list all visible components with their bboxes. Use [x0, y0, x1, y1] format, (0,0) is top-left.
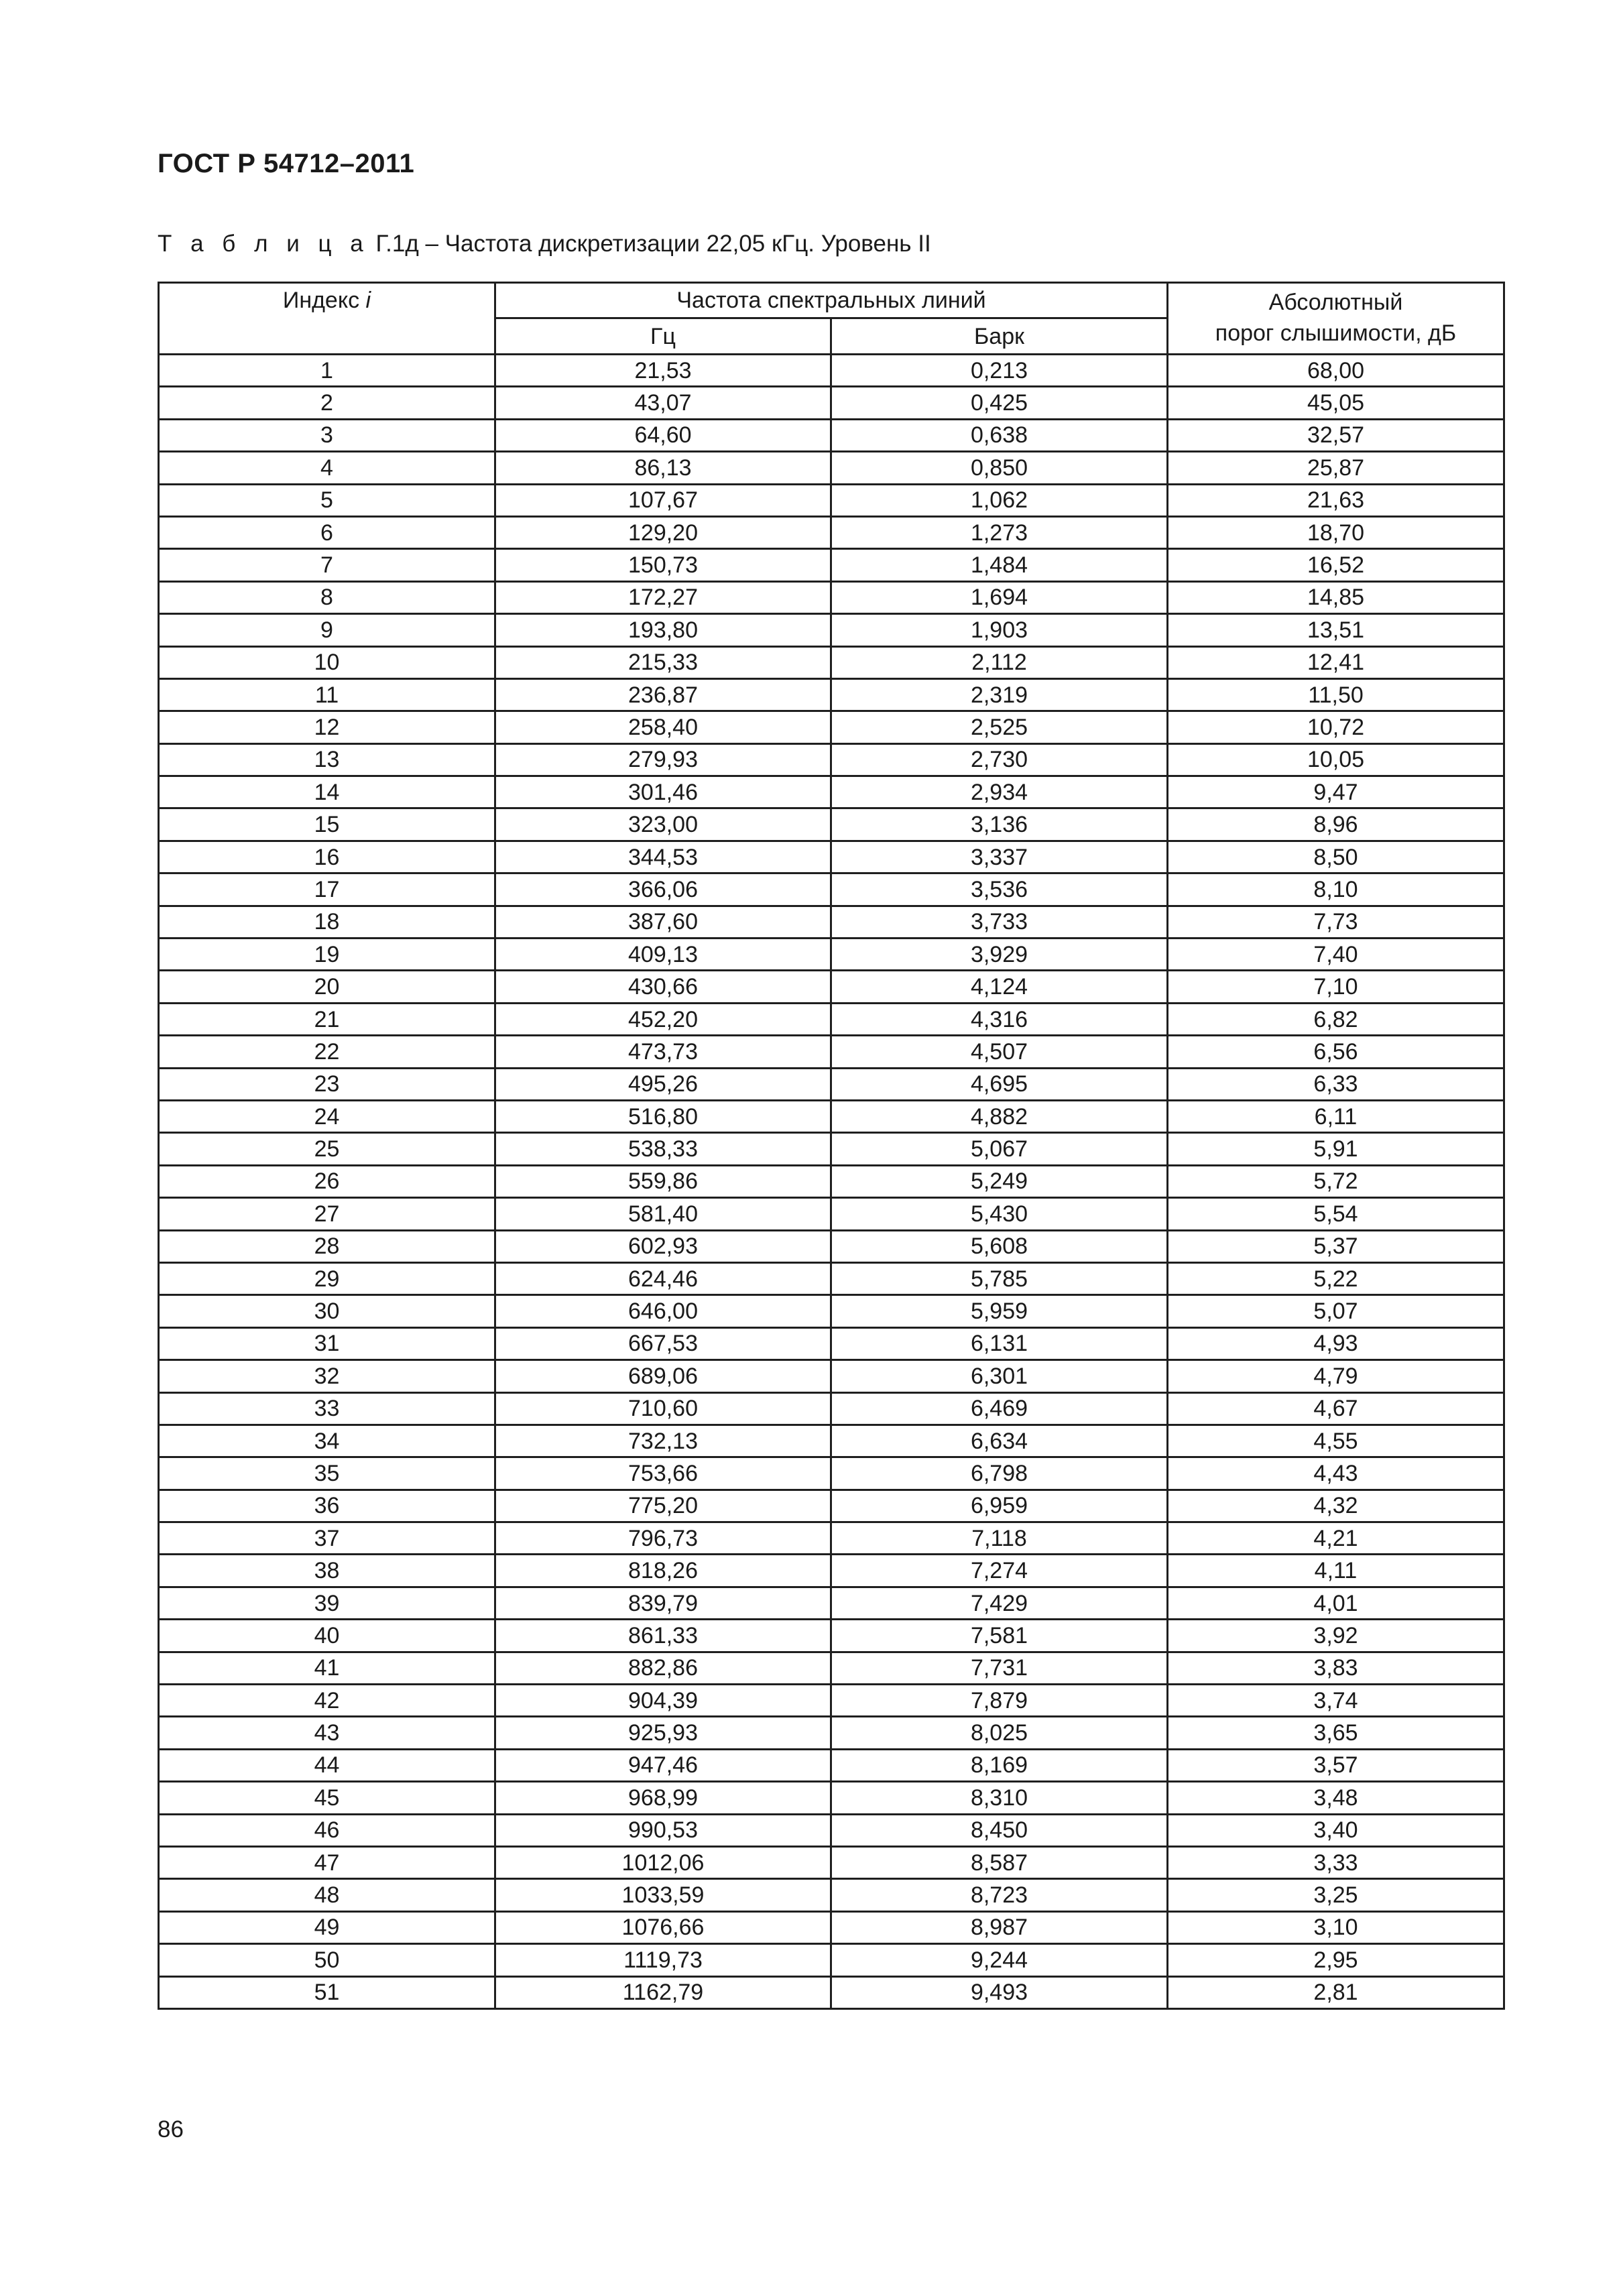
- cell-threshold: 3,48: [1168, 1782, 1504, 1814]
- cell-index: 3: [159, 419, 495, 451]
- cell-bark: 9,493: [831, 1976, 1168, 2008]
- cell-threshold: 4,67: [1168, 1392, 1504, 1425]
- table-row: [159, 1976, 1504, 2008]
- cell-bark: 7,581: [831, 1620, 1168, 1652]
- header-index-var: i: [365, 288, 371, 313]
- header-frequency-group: Частота спектральных линий: [495, 283, 1168, 318]
- cell-bark: 8,450: [831, 1814, 1168, 1846]
- cell-bark: 5,430: [831, 1198, 1168, 1230]
- cell-index: 10: [159, 646, 495, 678]
- cell-index: 42: [159, 1685, 495, 1717]
- cell-bark: 6,301: [831, 1360, 1168, 1392]
- cell-bark: 1,903: [831, 614, 1168, 646]
- cell-threshold: 6,11: [1168, 1100, 1504, 1132]
- cell-bark: 2,319: [831, 678, 1168, 711]
- cell-index: 1: [159, 355, 495, 387]
- cell-index: 48: [159, 1879, 495, 1911]
- cell-hz: 215,33: [495, 646, 831, 678]
- cell-index: 33: [159, 1392, 495, 1425]
- table-row: [159, 1490, 1504, 1522]
- cell-bark: 2,730: [831, 743, 1168, 776]
- cell-hz: 430,66: [495, 971, 831, 1003]
- cell-hz: 452,20: [495, 1003, 831, 1035]
- cell-hz: 796,73: [495, 1522, 831, 1555]
- cell-hz: 193,80: [495, 614, 831, 646]
- table-row: [159, 1944, 1504, 1976]
- caption-text: Г.1д – Частота дискретизации 22,05 кГц. Уровень II: [375, 231, 931, 257]
- cell-hz: 559,86: [495, 1165, 831, 1197]
- cell-threshold: 5,07: [1168, 1295, 1504, 1327]
- cell-bark: 6,798: [831, 1457, 1168, 1490]
- spectral-lines-table: [158, 282, 1505, 2010]
- cell-bark: 5,608: [831, 1230, 1168, 1262]
- cell-threshold: 4,32: [1168, 1490, 1504, 1522]
- cell-hz: 279,93: [495, 743, 831, 776]
- cell-hz: 818,26: [495, 1555, 831, 1587]
- cell-threshold: 68,00: [1168, 355, 1504, 387]
- cell-hz: 366,06: [495, 873, 831, 906]
- cell-hz: 882,86: [495, 1652, 831, 1684]
- cell-bark: 2,934: [831, 776, 1168, 808]
- cell-index: 38: [159, 1555, 495, 1587]
- cell-bark: 6,469: [831, 1392, 1168, 1425]
- table-row: [159, 1457, 1504, 1490]
- table-row: [159, 1295, 1504, 1327]
- cell-index: 14: [159, 776, 495, 808]
- table-row: [159, 1068, 1504, 1100]
- table-row: [159, 711, 1504, 743]
- table-row: [159, 678, 1504, 711]
- cell-index: 24: [159, 1100, 495, 1132]
- cell-index: 23: [159, 1068, 495, 1100]
- cell-index: 22: [159, 1036, 495, 1068]
- cell-bark: 5,249: [831, 1165, 1168, 1197]
- table-caption: [158, 231, 931, 257]
- cell-index: 4: [159, 452, 495, 484]
- cell-bark: 4,882: [831, 1100, 1168, 1132]
- table-row: [159, 1100, 1504, 1132]
- cell-index: 18: [159, 906, 495, 938]
- cell-hz: 64,60: [495, 419, 831, 451]
- cell-threshold: 3,40: [1168, 1814, 1504, 1846]
- cell-index: 49: [159, 1911, 495, 1943]
- table-row: [159, 1587, 1504, 1619]
- cell-index: 36: [159, 1490, 495, 1522]
- cell-hz: 581,40: [495, 1198, 831, 1230]
- cell-threshold: 4,21: [1168, 1522, 1504, 1555]
- cell-hz: 516,80: [495, 1100, 831, 1132]
- cell-threshold: 3,25: [1168, 1879, 1504, 1911]
- cell-bark: 8,169: [831, 1749, 1168, 1781]
- cell-index: 7: [159, 549, 495, 581]
- table-row: [159, 1360, 1504, 1392]
- cell-hz: 387,60: [495, 906, 831, 938]
- cell-hz: 236,87: [495, 678, 831, 711]
- table-row: [159, 939, 1504, 971]
- cell-threshold: 10,72: [1168, 711, 1504, 743]
- cell-threshold: 21,63: [1168, 484, 1504, 516]
- cell-bark: 0,425: [831, 387, 1168, 419]
- cell-hz: 1119,73: [495, 1944, 831, 1976]
- cell-index: 26: [159, 1165, 495, 1197]
- table-row: [159, 1522, 1504, 1555]
- cell-hz: 990,53: [495, 1814, 831, 1846]
- header-index: [159, 283, 495, 355]
- cell-threshold: 4,11: [1168, 1555, 1504, 1587]
- cell-threshold: 5,37: [1168, 1230, 1504, 1262]
- cell-threshold: 9,47: [1168, 776, 1504, 808]
- cell-hz: 968,99: [495, 1782, 831, 1814]
- cell-bark: 4,316: [831, 1003, 1168, 1035]
- cell-index: 15: [159, 808, 495, 841]
- cell-bark: 4,124: [831, 971, 1168, 1003]
- cell-hz: 150,73: [495, 549, 831, 581]
- table-row: [159, 873, 1504, 906]
- cell-threshold: 2,81: [1168, 1976, 1504, 2008]
- cell-index: 13: [159, 743, 495, 776]
- cell-hz: 1033,59: [495, 1879, 831, 1911]
- table-row: [159, 1392, 1504, 1425]
- table-row: [159, 743, 1504, 776]
- cell-bark: 8,987: [831, 1911, 1168, 1943]
- cell-hz: 344,53: [495, 841, 831, 873]
- table-body: [159, 355, 1504, 2009]
- table-row: [159, 1262, 1504, 1294]
- cell-hz: 172,27: [495, 581, 831, 613]
- cell-index: 51: [159, 1976, 495, 2008]
- cell-bark: 3,136: [831, 808, 1168, 841]
- header-threshold-line2: порог слышимости, дБ: [1215, 320, 1457, 346]
- cell-threshold: 14,85: [1168, 581, 1504, 613]
- cell-bark: 9,244: [831, 1944, 1168, 1976]
- cell-threshold: 6,33: [1168, 1068, 1504, 1100]
- cell-threshold: 4,79: [1168, 1360, 1504, 1392]
- cell-hz: 301,46: [495, 776, 831, 808]
- cell-bark: 8,025: [831, 1717, 1168, 1749]
- cell-bark: 3,536: [831, 873, 1168, 906]
- cell-index: 2: [159, 387, 495, 419]
- cell-threshold: 6,82: [1168, 1003, 1504, 1035]
- cell-index: 50: [159, 1944, 495, 1976]
- cell-threshold: 5,72: [1168, 1165, 1504, 1197]
- cell-threshold: 4,01: [1168, 1587, 1504, 1619]
- cell-threshold: 5,91: [1168, 1133, 1504, 1165]
- cell-hz: 904,39: [495, 1685, 831, 1717]
- cell-bark: 8,310: [831, 1782, 1168, 1814]
- header-threshold: [1168, 283, 1504, 355]
- cell-hz: 107,67: [495, 484, 831, 516]
- cell-hz: 710,60: [495, 1392, 831, 1425]
- cell-bark: 3,337: [831, 841, 1168, 873]
- cell-bark: 6,959: [831, 1490, 1168, 1522]
- cell-threshold: 4,43: [1168, 1457, 1504, 1490]
- cell-index: 44: [159, 1749, 495, 1781]
- cell-bark: 7,731: [831, 1652, 1168, 1684]
- cell-hz: 667,53: [495, 1327, 831, 1360]
- table-row: [159, 452, 1504, 484]
- cell-hz: 43,07: [495, 387, 831, 419]
- cell-threshold: 3,92: [1168, 1620, 1504, 1652]
- document-header: ГОСТ Р 54712–2011: [158, 149, 415, 178]
- table-row: [159, 1230, 1504, 1262]
- table-row: [159, 614, 1504, 646]
- cell-bark: 2,112: [831, 646, 1168, 678]
- cell-bark: 4,695: [831, 1068, 1168, 1100]
- cell-threshold: 3,33: [1168, 1846, 1504, 1878]
- cell-index: 34: [159, 1425, 495, 1457]
- cell-threshold: 3,83: [1168, 1652, 1504, 1684]
- cell-threshold: 3,65: [1168, 1717, 1504, 1749]
- cell-index: 6: [159, 516, 495, 548]
- cell-index: 20: [159, 971, 495, 1003]
- cell-hz: 925,93: [495, 1717, 831, 1749]
- table-row: [159, 1133, 1504, 1165]
- caption-prefix: Т а б л и ц а: [158, 231, 369, 257]
- table-row: [159, 646, 1504, 678]
- cell-threshold: 45,05: [1168, 387, 1504, 419]
- cell-index: 47: [159, 1846, 495, 1878]
- header-hz: Гц: [495, 318, 831, 355]
- cell-index: 27: [159, 1198, 495, 1230]
- cell-threshold: 4,55: [1168, 1425, 1504, 1457]
- cell-threshold: 8,96: [1168, 808, 1504, 841]
- table-row: [159, 1036, 1504, 1068]
- cell-threshold: 18,70: [1168, 516, 1504, 548]
- table-row: [159, 387, 1504, 419]
- cell-bark: 1,062: [831, 484, 1168, 516]
- cell-bark: 0,850: [831, 452, 1168, 484]
- cell-index: 16: [159, 841, 495, 873]
- cell-threshold: 3,74: [1168, 1685, 1504, 1717]
- cell-hz: 947,46: [495, 1749, 831, 1781]
- cell-index: 45: [159, 1782, 495, 1814]
- table-row: [159, 1003, 1504, 1035]
- cell-hz: 129,20: [495, 516, 831, 548]
- table-row: [159, 1327, 1504, 1360]
- cell-threshold: 3,10: [1168, 1911, 1504, 1943]
- table-row: [159, 581, 1504, 613]
- table-row: [159, 1425, 1504, 1457]
- header-threshold-line1: Абсолютный: [1268, 290, 1403, 316]
- table-row: [159, 808, 1504, 841]
- cell-threshold: 16,52: [1168, 549, 1504, 581]
- cell-index: 19: [159, 939, 495, 971]
- table-row: [159, 419, 1504, 451]
- table-row: [159, 1749, 1504, 1781]
- cell-index: 46: [159, 1814, 495, 1846]
- cell-bark: 5,959: [831, 1295, 1168, 1327]
- table-row: [159, 484, 1504, 516]
- cell-threshold: 3,57: [1168, 1749, 1504, 1781]
- cell-index: 37: [159, 1522, 495, 1555]
- cell-hz: 624,46: [495, 1262, 831, 1294]
- table-row: [159, 1782, 1504, 1814]
- cell-threshold: 7,73: [1168, 906, 1504, 938]
- cell-index: 8: [159, 581, 495, 613]
- cell-index: 9: [159, 614, 495, 646]
- cell-bark: 0,213: [831, 355, 1168, 387]
- cell-bark: 3,733: [831, 906, 1168, 938]
- cell-bark: 5,785: [831, 1262, 1168, 1294]
- table-row: [159, 1652, 1504, 1684]
- cell-bark: 2,525: [831, 711, 1168, 743]
- table-row: [159, 516, 1504, 548]
- cell-threshold: 5,22: [1168, 1262, 1504, 1294]
- cell-index: 5: [159, 484, 495, 516]
- cell-hz: 409,13: [495, 939, 831, 971]
- cell-threshold: 8,10: [1168, 873, 1504, 906]
- cell-index: 43: [159, 1717, 495, 1749]
- cell-bark: 7,879: [831, 1685, 1168, 1717]
- cell-bark: 6,131: [831, 1327, 1168, 1360]
- cell-hz: 473,73: [495, 1036, 831, 1068]
- cell-index: 31: [159, 1327, 495, 1360]
- cell-threshold: 13,51: [1168, 614, 1504, 646]
- cell-hz: 86,13: [495, 452, 831, 484]
- table-row: [159, 1165, 1504, 1197]
- cell-bark: 7,118: [831, 1522, 1168, 1555]
- cell-index: 41: [159, 1652, 495, 1684]
- cell-index: 11: [159, 678, 495, 711]
- cell-hz: 21,53: [495, 355, 831, 387]
- table-row: [159, 1555, 1504, 1587]
- cell-hz: 732,13: [495, 1425, 831, 1457]
- cell-threshold: 8,50: [1168, 841, 1504, 873]
- cell-index: 17: [159, 873, 495, 906]
- cell-hz: 323,00: [495, 808, 831, 841]
- page-number: 86: [158, 2116, 184, 2142]
- cell-threshold: 5,54: [1168, 1198, 1504, 1230]
- cell-bark: 3,929: [831, 939, 1168, 971]
- header-index-label: Индекс: [282, 288, 366, 313]
- cell-hz: 646,00: [495, 1295, 831, 1327]
- cell-bark: 8,723: [831, 1879, 1168, 1911]
- cell-threshold: 12,41: [1168, 646, 1504, 678]
- header-bark: Барк: [831, 318, 1168, 355]
- cell-index: 32: [159, 1360, 495, 1392]
- table-row: [159, 1198, 1504, 1230]
- cell-hz: 1012,06: [495, 1846, 831, 1878]
- cell-index: 39: [159, 1587, 495, 1619]
- table-row: [159, 355, 1504, 387]
- table-row: [159, 549, 1504, 581]
- cell-hz: 538,33: [495, 1133, 831, 1165]
- cell-hz: 1162,79: [495, 1976, 831, 2008]
- table-row: [159, 1846, 1504, 1878]
- table-row: [159, 906, 1504, 938]
- cell-threshold: 7,10: [1168, 971, 1504, 1003]
- cell-bark: 4,507: [831, 1036, 1168, 1068]
- cell-hz: 753,66: [495, 1457, 831, 1490]
- table-row: [159, 1911, 1504, 1943]
- cell-hz: 602,93: [495, 1230, 831, 1262]
- cell-hz: 839,79: [495, 1587, 831, 1619]
- cell-hz: 861,33: [495, 1620, 831, 1652]
- cell-bark: 1,484: [831, 549, 1168, 581]
- cell-bark: 5,067: [831, 1133, 1168, 1165]
- cell-index: 35: [159, 1457, 495, 1490]
- table-row: [159, 1717, 1504, 1749]
- table-row: [159, 1620, 1504, 1652]
- cell-index: 21: [159, 1003, 495, 1035]
- table-row: [159, 1685, 1504, 1717]
- table-row: [159, 841, 1504, 873]
- cell-threshold: 10,05: [1168, 743, 1504, 776]
- cell-index: 29: [159, 1262, 495, 1294]
- cell-index: 12: [159, 711, 495, 743]
- cell-threshold: 7,40: [1168, 939, 1504, 971]
- cell-bark: 7,429: [831, 1587, 1168, 1619]
- cell-bark: 8,587: [831, 1846, 1168, 1878]
- cell-threshold: 32,57: [1168, 419, 1504, 451]
- cell-threshold: 4,93: [1168, 1327, 1504, 1360]
- table-row: [159, 971, 1504, 1003]
- cell-threshold: 25,87: [1168, 452, 1504, 484]
- cell-bark: 1,273: [831, 516, 1168, 548]
- cell-hz: 1076,66: [495, 1911, 831, 1943]
- cell-threshold: 6,56: [1168, 1036, 1504, 1068]
- cell-hz: 258,40: [495, 711, 831, 743]
- cell-threshold: 2,95: [1168, 1944, 1504, 1976]
- table-row: [159, 776, 1504, 808]
- cell-bark: 0,638: [831, 419, 1168, 451]
- table-row: [159, 1814, 1504, 1846]
- cell-index: 30: [159, 1295, 495, 1327]
- cell-hz: 775,20: [495, 1490, 831, 1522]
- cell-index: 28: [159, 1230, 495, 1262]
- cell-hz: 495,26: [495, 1068, 831, 1100]
- cell-hz: 689,06: [495, 1360, 831, 1392]
- cell-index: 25: [159, 1133, 495, 1165]
- cell-index: 40: [159, 1620, 495, 1652]
- cell-bark: 6,634: [831, 1425, 1168, 1457]
- table-row: [159, 1879, 1504, 1911]
- cell-threshold: 11,50: [1168, 678, 1504, 711]
- cell-bark: 1,694: [831, 581, 1168, 613]
- cell-bark: 7,274: [831, 1555, 1168, 1587]
